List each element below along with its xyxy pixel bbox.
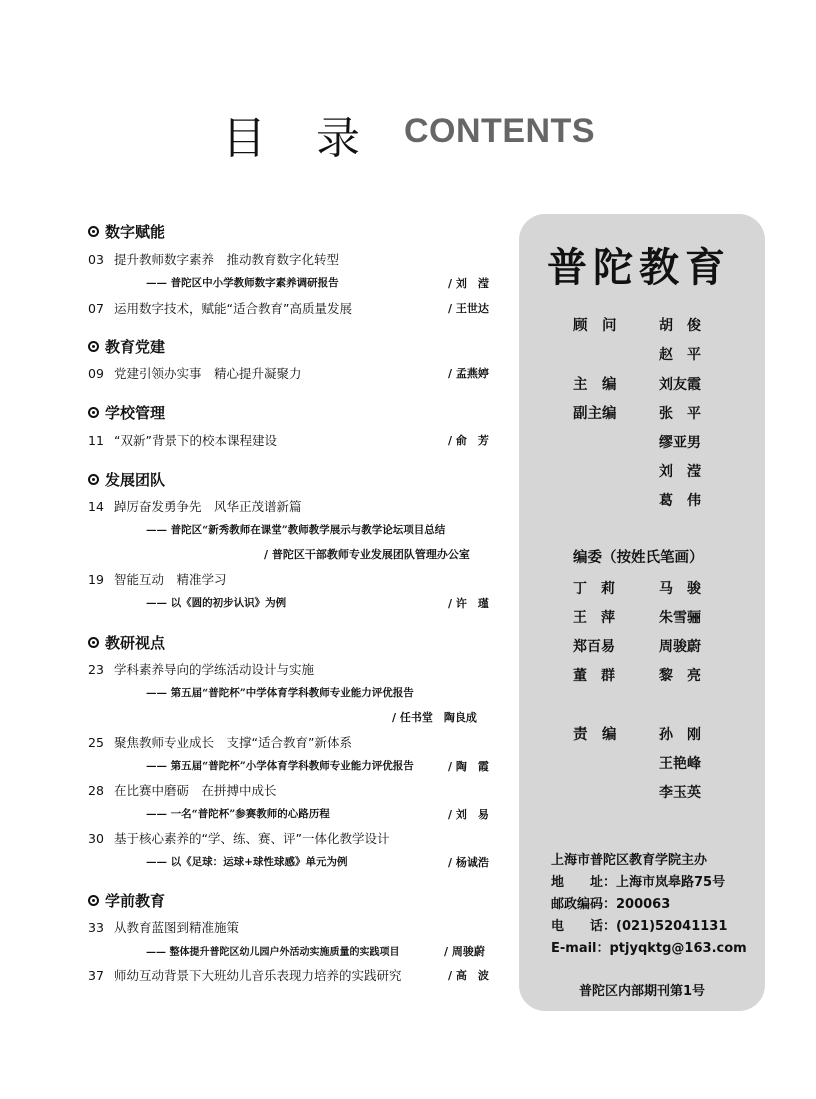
- toc-entry-author: / 刘 易: [448, 808, 489, 821]
- toc-entry[interactable]: 37 师幼互动背景下大班幼儿音乐表现力培养的实践研究: [88, 968, 402, 983]
- section-header: 教研视点: [88, 632, 165, 653]
- postcode-line: 邮政编码：200063: [551, 897, 671, 912]
- toc-entry[interactable]: 11 “双新”背景下的校本课程建设: [88, 433, 277, 448]
- toc-entry-author: / 王世达: [448, 302, 489, 315]
- toc-entry[interactable]: 03 提升教师数字素养 推动教育数字化转型: [88, 252, 340, 267]
- toc-entry-author: / 周骏蔚: [444, 945, 485, 958]
- circle-bullet-icon: [88, 407, 99, 418]
- toc-entry-subtitle: —— 以《足球：运球+球性球感》单元为例: [146, 856, 348, 868]
- toc-entry-author: / 杨诚浩: [448, 856, 489, 869]
- role-chief-editor: 主 编: [573, 377, 617, 393]
- committee-member: 郑百易: [573, 639, 615, 655]
- toc-entry[interactable]: 28 在比赛中磨砺 在拼搏中成长: [88, 783, 277, 798]
- committee-member: 丁 莉: [573, 581, 615, 597]
- masthead-panel: [519, 214, 765, 1011]
- committee-member: 王 萍: [573, 610, 615, 626]
- deputy-editor-name: 葛 伟: [659, 493, 701, 509]
- toc-entry-author: / 刘 滢: [448, 277, 489, 290]
- address-line: 地 址：上海市岚皋路75号: [551, 875, 726, 890]
- toc-entry[interactable]: 23 学科素养导向的学练活动设计与实施: [88, 662, 315, 677]
- responsible-editor-name: 李玉英: [659, 785, 701, 801]
- toc-entry[interactable]: 19 智能互动 精准学习: [88, 572, 227, 587]
- toc-entry-subtitle: —— 普陀区中小学教师数字素养调研报告: [146, 277, 339, 289]
- role-advisor: 顾 问: [573, 318, 617, 334]
- toc-entry-subtitle: —— 普陀区“新秀教师在课堂”教师教学展示与教学论坛项目总结: [146, 524, 446, 536]
- toc-entry-author: / 普陀区干部教师专业发展团队管理办公室: [264, 548, 470, 561]
- circle-bullet-icon: [88, 226, 99, 237]
- sponsor-line: 上海市普陀区教育学院主办: [551, 853, 708, 868]
- page-title-cn: 目 录: [222, 113, 378, 164]
- advisor-name: 胡 俊: [659, 318, 701, 334]
- toc-entry-subtitle: —— 第五届“普陀杯”中学体育学科教师专业能力评优报告: [146, 687, 414, 699]
- circle-bullet-icon: [88, 637, 99, 648]
- toc-entry-author: / 高 波: [448, 969, 489, 982]
- chief-editor-name: 刘友霞: [659, 377, 701, 393]
- toc-entry[interactable]: 07 运用数字技术，赋能“适合教育”高质量发展: [88, 301, 352, 316]
- toc-entry-subtitle: —— 第五届“普陀杯”小学体育学科教师专业能力评优报告: [146, 760, 414, 772]
- deputy-editor-name: 刘 滢: [659, 464, 701, 480]
- page-title-en: CONTENTS: [404, 112, 595, 150]
- deputy-editor-name: 缪亚男: [659, 435, 701, 451]
- committee-member: 周骏蔚: [659, 639, 701, 655]
- toc-entry-author: / 许 瑾: [448, 597, 489, 610]
- responsible-editor-name: 孙 刚: [659, 727, 701, 743]
- publication-note: 普陀区内部期刊第1号: [578, 984, 706, 999]
- section-header: 数字赋能: [88, 221, 165, 242]
- toc-entry[interactable]: 25 聚焦教师专业成长 支撑“适合教育”新体系: [88, 735, 352, 750]
- toc-entry[interactable]: 33 从教育蓝图到精准施策: [88, 920, 240, 935]
- role-deputy-editor: 副主编: [573, 406, 617, 422]
- toc-entry-author: / 任书堂 陶良成: [392, 711, 477, 724]
- section-header: 学校管理: [88, 402, 165, 423]
- section-header: 发展团队: [88, 469, 165, 490]
- toc-entry[interactable]: 09 党建引领办实事 精心提升凝聚力: [88, 366, 302, 381]
- committee-member: 朱雪骊: [659, 610, 701, 626]
- role-responsible-editor: 责 编: [573, 727, 617, 743]
- role-committee: 编委（按姓氏笔画）: [573, 550, 704, 566]
- toc-entry-subtitle: —— 一名“普陀杯”参赛教师的心路历程: [146, 808, 330, 820]
- section-header: 教育党建: [88, 336, 165, 357]
- toc-entry-subtitle: —— 以《圆的初步认识》为例: [146, 597, 287, 609]
- toc-entry-subtitle: —— 整体提升普陀区幼儿园户外活动实施质量的实践项目: [146, 947, 400, 958]
- circle-bullet-icon: [88, 474, 99, 485]
- toc-entry-author: / 俞 芳: [448, 434, 489, 447]
- committee-member: 黎 亮: [659, 668, 701, 684]
- deputy-editor-name: 张 平: [659, 406, 701, 422]
- toc-entry[interactable]: 14 踔厉奋发勇争先 风华正茂谱新篇: [88, 499, 302, 514]
- toc-entry[interactable]: 30 基于核心素养的“学、练、赛、评”一体化教学设计: [88, 831, 390, 846]
- magazine-title: 普陀教育: [547, 244, 731, 291]
- circle-bullet-icon: [88, 341, 99, 352]
- email-line[interactable]: E-mail：ptjyqktg@163.com: [551, 941, 747, 956]
- responsible-editor-name: 王艳峰: [659, 756, 701, 772]
- phone-line: 电 话：(021)52041131: [551, 919, 728, 934]
- toc-entry-author: / 陶 霞: [448, 760, 489, 773]
- committee-member: 马 骏: [659, 581, 701, 597]
- toc-entry-author: / 孟燕婷: [448, 367, 489, 380]
- advisor-name: 赵 平: [659, 347, 701, 363]
- section-header: 学前教育: [88, 890, 165, 911]
- committee-member: 董 群: [573, 668, 615, 684]
- circle-bullet-icon: [88, 895, 99, 906]
